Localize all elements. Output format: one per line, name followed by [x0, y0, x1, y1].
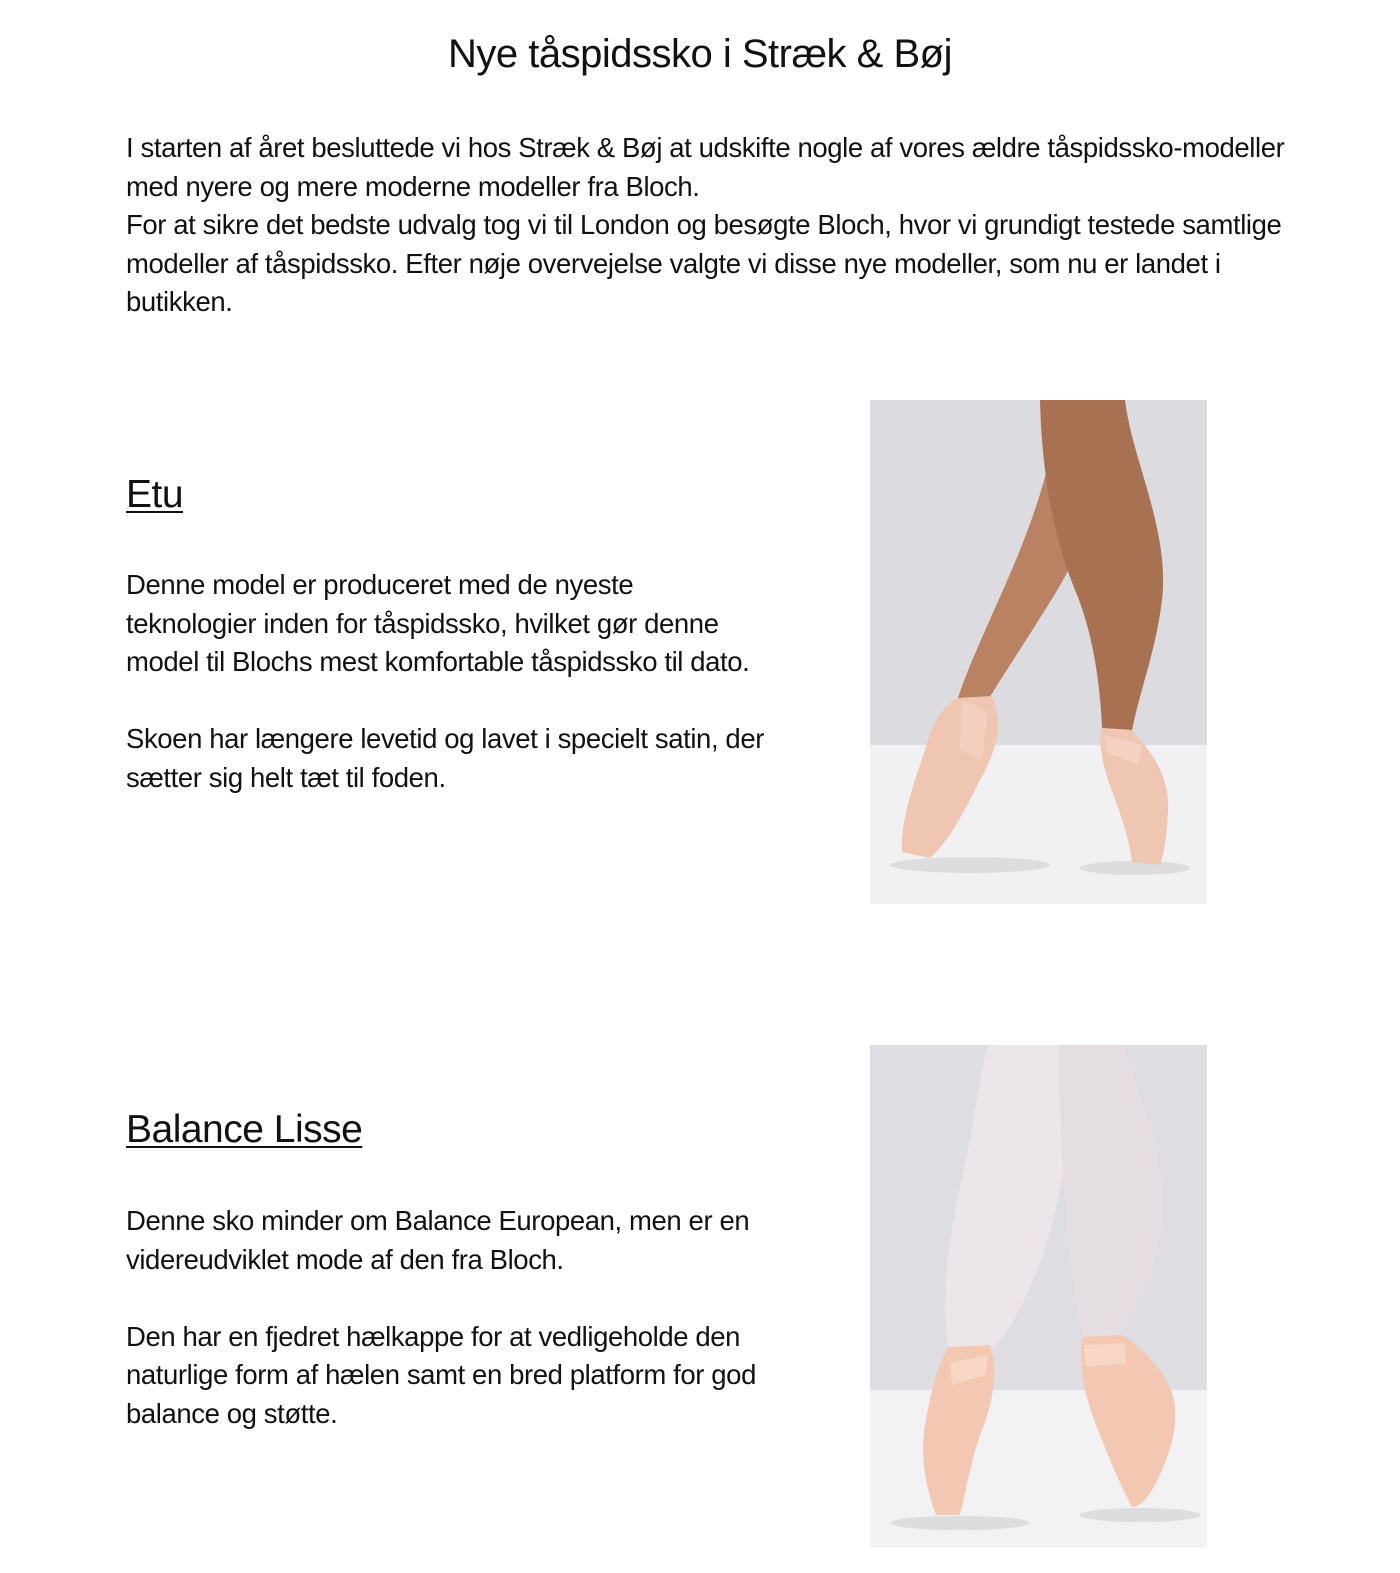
intro-paragraph: I starten af året besluttede vi hos Stræk & Bøj at udskifte nogle af vores ældre tåspidssko-modeller med nyere og mere moderne modeller fra Bloch.: [126, 132, 1285, 202]
section-body-balance-lisse: [126, 1202, 766, 1472]
etu-pointe-shoes-photo: [870, 400, 1207, 904]
floor-shadow: [1080, 1508, 1200, 1522]
section-body-etu: [126, 566, 766, 836]
page-title: Nye tåspidssko i Stræk & Bøj: [448, 32, 952, 76]
section-heading-etu: Etu: [126, 473, 184, 516]
section-paragraph: Denne sko minder om Balance European, men er en videreudviklet mode af den fra Bloch.: [126, 1205, 750, 1275]
floor-shadow: [890, 1516, 1030, 1530]
section-paragraph: Den har en fjedret hælkappe for at vedligeholde den naturlige form af hælen samt en bred platform for god balance og støtte.: [126, 1320, 756, 1429]
balance-lisse-pointe-shoes-illustration: [870, 1045, 1207, 1547]
floor-shadow: [1080, 861, 1190, 875]
intro-text: [126, 129, 1306, 322]
floor-shadow: [890, 857, 1050, 873]
intro-paragraph: For at sikre det bedste udvalg tog vi til London og besøgte Bloch, hvor vi grundigt testede samtlige modeller af tåspidssko. Efter nøje overvejelse valgte vi disse nye modeller, som nu er landet i butikken.: [126, 209, 1282, 317]
balance-lisse-pointe-shoes-photo: [870, 1045, 1207, 1547]
section-paragraph: Denne model er produceret med de nyeste teknologier inden for tåspidssko, hvilket gør denne model til Blochs mest komfortable tåspidssko til dato.: [126, 569, 750, 677]
right-ribbon: [1084, 1343, 1126, 1367]
section-paragraph: Skoen har længere levetid og lavet i specielt satin, der sætter sig helt tæt til foden.: [126, 723, 764, 793]
section-heading-balance-lisse: Balance Lisse: [126, 1108, 363, 1151]
etu-pointe-shoes-illustration: [870, 400, 1207, 904]
